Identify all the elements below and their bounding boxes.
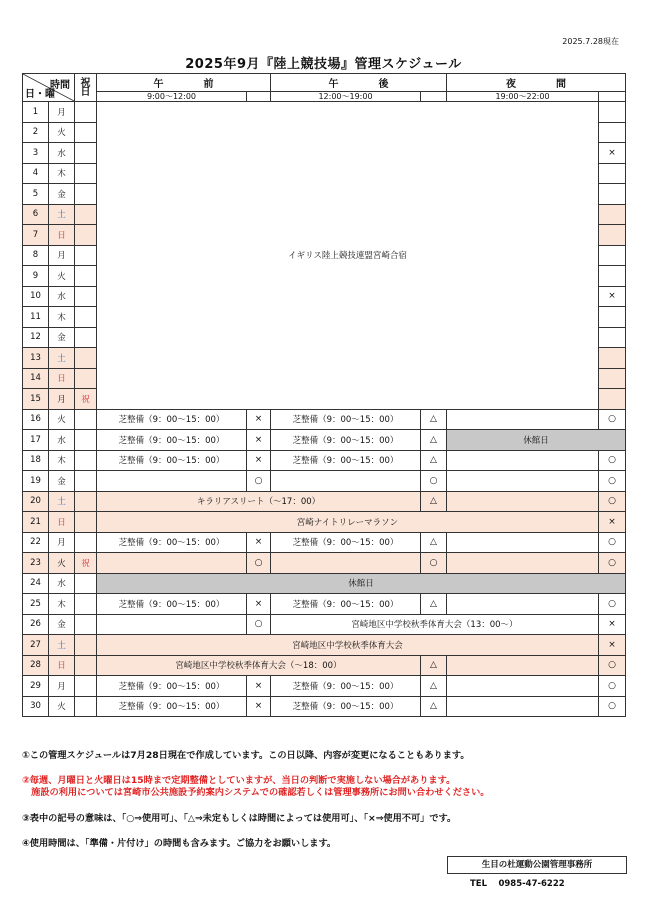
night-event (447, 491, 599, 512)
day-number: 19 (23, 471, 49, 492)
office-tel: TEL 0985-47-6222 (470, 879, 565, 889)
morning-event (97, 471, 247, 492)
afternoon-event (271, 553, 421, 574)
holiday-cell (75, 512, 97, 533)
night-status: ○ (599, 553, 626, 574)
as-of-date: 2025.7.28現在 (562, 37, 619, 46)
holiday-cell (75, 409, 97, 430)
table-row (23, 512, 626, 533)
morning-status: ○ (247, 471, 271, 492)
holiday-cell (75, 266, 97, 287)
table-row (23, 553, 626, 574)
holiday-cell (75, 348, 97, 369)
night-status: ○ (599, 655, 626, 676)
closed-label: 休館日 (97, 573, 626, 594)
afternoon-event: 芝整備（9：00～15：00） (271, 676, 421, 697)
afternoon-event (271, 471, 421, 492)
weekday: 木 (49, 450, 75, 471)
day-number: 9 (23, 266, 49, 287)
morning-status: × (247, 594, 271, 615)
holiday-cell (75, 184, 97, 205)
holiday-header: 祝日 (75, 74, 97, 102)
weekday: 金 (49, 614, 75, 635)
night-status: ○ (599, 491, 626, 512)
afternoon-status: △ (421, 655, 447, 676)
holiday-cell (75, 430, 97, 451)
table-row (23, 409, 626, 430)
day-number: 23 (23, 553, 49, 574)
night-event (599, 163, 626, 184)
day-number: 29 (23, 676, 49, 697)
weekday: 木 (49, 307, 75, 328)
event-junior-meet: 宮崎地区中学校秋季体育大会（～18：00） (97, 655, 421, 676)
night-event (599, 225, 626, 246)
day-number: 11 (23, 307, 49, 328)
holiday-cell: 祝 (75, 553, 97, 574)
weekday: 木 (49, 594, 75, 615)
day-number: 20 (23, 491, 49, 512)
holiday-cell (75, 368, 97, 389)
weekday: 金 (49, 471, 75, 492)
day-number: 1 (23, 102, 49, 123)
night-status: × (599, 143, 626, 164)
night-event (599, 348, 626, 369)
weekday: 月 (49, 389, 75, 410)
afternoon-time: 12:00～19:00 (271, 92, 421, 102)
weekday: 火 (49, 696, 75, 717)
night-event (447, 655, 599, 676)
note-1: ①この管理スケジュールは7月28日現在で作成しています。この日以降、内容が変更になることもあります。 (22, 750, 470, 761)
holiday-cell (75, 163, 97, 184)
table-row (23, 102, 626, 123)
morning-sym-header (247, 92, 271, 102)
morning-event: 芝整備（9：00～15：00） (97, 676, 247, 697)
day-number: 21 (23, 512, 49, 533)
event-kirara: キラリアスリート（～17：00） (97, 491, 421, 512)
holiday-cell: 祝 (75, 389, 97, 410)
weekday: 土 (49, 635, 75, 656)
night-status: × (599, 512, 626, 533)
event-british-camp: イギリス陸上競技連盟宮崎合宿 (97, 102, 599, 410)
weekday: 土 (49, 348, 75, 369)
day-number: 10 (23, 286, 49, 307)
event-junior-meet: 宮崎地区中学校秋季体育大会 (97, 635, 599, 656)
night-event (447, 553, 599, 574)
night-status: × (599, 635, 626, 656)
night-event (599, 327, 626, 348)
weekday: 木 (49, 163, 75, 184)
morning-event: 芝整備（9：00～15：00） (97, 409, 247, 430)
holiday-cell (75, 204, 97, 225)
holiday-cell (75, 450, 97, 471)
day-number: 4 (23, 163, 49, 184)
event-junior-meet: 宮崎地区中学校秋季体育大会（13：00～） (271, 614, 599, 635)
morning-event: 芝整備（9：00～15：00） (97, 430, 247, 451)
table-row (23, 594, 626, 615)
night-status: ○ (599, 594, 626, 615)
weekday: 水 (49, 143, 75, 164)
note-4: ④使用時間は、「準備・片付け」の時間も含みます。ご協力をお願いします。 (22, 838, 337, 849)
weekday: 土 (49, 204, 75, 225)
weekday: 日 (49, 225, 75, 246)
afternoon-header: 午 後 (271, 74, 447, 92)
holiday-cell (75, 286, 97, 307)
morning-time: 9:00～12:00 (97, 92, 247, 102)
table-row (23, 430, 626, 451)
weekday: 水 (49, 573, 75, 594)
morning-event: 芝整備（9：00～15：00） (97, 450, 247, 471)
day-number: 15 (23, 389, 49, 410)
page-title: 2025年9月『陸上競技場』管理スケジュール (185, 57, 462, 72)
weekday: 日 (49, 512, 75, 533)
night-event (599, 102, 626, 123)
night-sym-header (599, 92, 626, 102)
night-time: 19:00～22:00 (447, 92, 599, 102)
time-label: 時間 (50, 80, 70, 91)
weekday: 土 (49, 491, 75, 512)
night-status: ○ (599, 676, 626, 697)
night-event (599, 266, 626, 287)
afternoon-status: △ (421, 696, 447, 717)
morning-event: 芝整備（9：00～15：00） (97, 532, 247, 553)
holiday-cell (75, 122, 97, 143)
table-row (23, 635, 626, 656)
day-number: 8 (23, 245, 49, 266)
holiday-cell (75, 245, 97, 266)
note-2-line-2: 施設の利用については宮崎市公共施設予約案内システムでの確認若しくは管理事務所にお問い合わせください。 (22, 787, 490, 798)
afternoon-event: 芝整備（9：00～15：00） (271, 696, 421, 717)
day-number: 30 (23, 696, 49, 717)
night-event (599, 368, 626, 389)
night-event (447, 532, 599, 553)
day-number: 12 (23, 327, 49, 348)
afternoon-event: 芝整備（9：00～15：00） (271, 430, 421, 451)
morning-status: × (247, 450, 271, 471)
day-number: 17 (23, 430, 49, 451)
table-row (23, 532, 626, 553)
afternoon-status: △ (421, 676, 447, 697)
day-number: 25 (23, 594, 49, 615)
day-number: 18 (23, 450, 49, 471)
morning-status: × (247, 430, 271, 451)
day-label: 日・曜 (25, 89, 55, 100)
morning-status: × (247, 532, 271, 553)
day-number: 27 (23, 635, 49, 656)
night-status: ○ (599, 696, 626, 717)
afternoon-sym-header (421, 92, 447, 102)
holiday-cell (75, 635, 97, 656)
night-event (599, 184, 626, 205)
afternoon-status: ○ (421, 553, 447, 574)
afternoon-status: △ (421, 450, 447, 471)
weekday: 日 (49, 655, 75, 676)
day-number: 16 (23, 409, 49, 430)
morning-status: × (247, 409, 271, 430)
office-name: 生目の杜運動公園管理事務所 (447, 856, 627, 874)
night-event (599, 307, 626, 328)
note-2-line-1: ②毎週、月曜日と火曜日は15時まで定期整備としていますが、当日の判断で実施しない場合があります。 (22, 775, 456, 786)
day-number: 5 (23, 184, 49, 205)
day-number: 13 (23, 348, 49, 369)
holiday-cell (75, 307, 97, 328)
night-event (447, 676, 599, 697)
day-number: 14 (23, 368, 49, 389)
closed-label: 休館日 (447, 430, 626, 451)
holiday-cell (75, 655, 97, 676)
night-header: 夜 間 (447, 74, 626, 92)
note-2 (22, 775, 489, 799)
morning-event: 芝整備（9：00～15：00） (97, 594, 247, 615)
table-row (23, 696, 626, 717)
weekday: 火 (49, 409, 75, 430)
weekday: 火 (49, 266, 75, 287)
weekday: 火 (49, 122, 75, 143)
weekday: 月 (49, 102, 75, 123)
night-status: ○ (599, 450, 626, 471)
table-row (23, 573, 626, 594)
morning-event (97, 614, 247, 635)
morning-header: 午 前 (97, 74, 271, 92)
afternoon-status: △ (421, 430, 447, 451)
night-status: ○ (599, 471, 626, 492)
day-number: 3 (23, 143, 49, 164)
morning-event (97, 553, 247, 574)
holiday-cell (75, 471, 97, 492)
weekday: 月 (49, 676, 75, 697)
night-event (599, 122, 626, 143)
day-number: 6 (23, 204, 49, 225)
night-event (599, 389, 626, 410)
night-event (447, 696, 599, 717)
day-number: 24 (23, 573, 49, 594)
holiday-cell (75, 573, 97, 594)
afternoon-status: △ (421, 409, 447, 430)
holiday-cell (75, 696, 97, 717)
weekday: 火 (49, 553, 75, 574)
morning-status: ○ (247, 614, 271, 635)
holiday-cell (75, 491, 97, 512)
afternoon-event: 芝整備（9：00～15：00） (271, 594, 421, 615)
day-number: 2 (23, 122, 49, 143)
holiday-cell (75, 614, 97, 635)
schedule-table (22, 73, 626, 717)
holiday-cell (75, 676, 97, 697)
afternoon-status: ○ (421, 471, 447, 492)
morning-event: 芝整備（9：00～15：00） (97, 696, 247, 717)
table-row (23, 450, 626, 471)
afternoon-event: 芝整備（9：00～15：00） (271, 409, 421, 430)
table-row (23, 491, 626, 512)
night-event (447, 409, 599, 430)
holiday-cell (75, 143, 97, 164)
night-status: × (599, 614, 626, 635)
morning-status: ○ (247, 553, 271, 574)
table-row (23, 676, 626, 697)
weekday: 水 (49, 286, 75, 307)
table-row (23, 655, 626, 676)
night-event (447, 594, 599, 615)
night-status: ○ (599, 409, 626, 430)
night-event (599, 204, 626, 225)
holiday-cell (75, 327, 97, 348)
weekday: 日 (49, 368, 75, 389)
weekday: 月 (49, 245, 75, 266)
afternoon-event: 芝整備（9：00～15：00） (271, 450, 421, 471)
weekday: 水 (49, 430, 75, 451)
morning-status: × (247, 696, 271, 717)
note-3: ③表中の記号の意味は、「○⇒使用可」、「△⇒未定もしくは時間によっては使用可」、「×⇒使用不可」です。 (22, 813, 457, 824)
night-event (447, 450, 599, 471)
day-number: 7 (23, 225, 49, 246)
holiday-cell (75, 102, 97, 123)
night-status: × (599, 286, 626, 307)
night-event (599, 245, 626, 266)
morning-status: × (247, 676, 271, 697)
afternoon-status: △ (421, 594, 447, 615)
holiday-cell (75, 532, 97, 553)
afternoon-status: △ (421, 532, 447, 553)
table-row (23, 471, 626, 492)
weekday: 月 (49, 532, 75, 553)
night-event (447, 471, 599, 492)
weekday: 金 (49, 184, 75, 205)
day-number: 28 (23, 655, 49, 676)
holiday-cell (75, 225, 97, 246)
day-number: 22 (23, 532, 49, 553)
weekday: 金 (49, 327, 75, 348)
day-number: 26 (23, 614, 49, 635)
event-relay: 宮崎ナイトリレーマラソン (97, 512, 599, 533)
table-row (23, 614, 626, 635)
header-time-day (23, 74, 75, 102)
afternoon-event: 芝整備（9：00～15：00） (271, 532, 421, 553)
night-status: ○ (599, 532, 626, 553)
afternoon-status: △ (421, 491, 447, 512)
holiday-cell (75, 594, 97, 615)
